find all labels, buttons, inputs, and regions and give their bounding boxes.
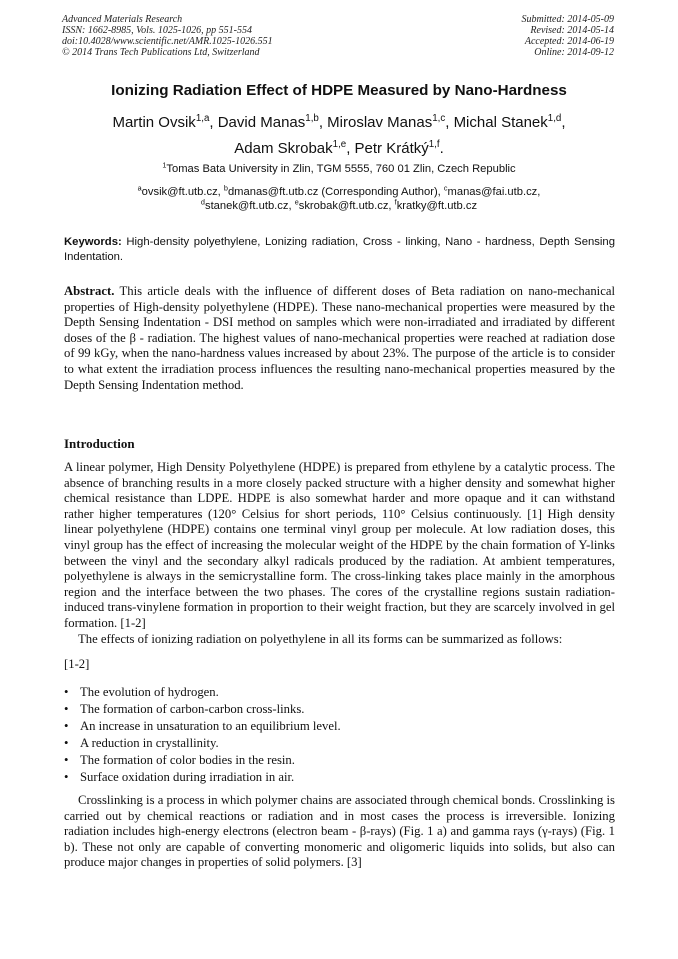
abstract-label: Abstract. (64, 284, 115, 298)
list-item: • The formation of carbon-carbon cross-links. (64, 702, 305, 716)
intro-paragraph-3: Crosslinking is a process in which polymer chains are associated through chemical bonds. Crosslinking is carried out by chemical reactions or radiation and in most cases the process is irreversible. Ionizing radiation includes high-energy electrons (electron beam - β-rays) (Fig. 1 a) and gamma rays (γ-rays) (Fig. 1 b). These not only are capable of converting monomeric and oligomeric liquids into solids, but also can produce major changes in properties of solid polymers. [3] (64, 793, 615, 870)
journal-copyright: © 2014 Trans Tech Publications Ltd, Switzerland (62, 47, 260, 58)
author-name: Miroslav Manas (327, 114, 433, 131)
effects-list (64, 684, 615, 786)
date-submitted: Submitted: 2014-05-09 (521, 14, 614, 25)
bullet-icon: • (64, 685, 69, 699)
bullet-icon: • (64, 702, 69, 716)
date-accepted: Accepted: 2014-06-19 (524, 36, 614, 47)
author-line-1: Martin Ovsik$^{1,a}$, David Manas$^{1,b}$, Miroslav Manas$^{1,c}$, Michal Stanek$^{1,d}$, (112, 113, 566, 131)
journal-issn: ISSN: 1662-8985, Vols. 1025-1026, pp 551-554 (62, 25, 252, 36)
paper-title: Ionizing Radiation Effect of HDPE Measured by Nano-Hardness (111, 82, 567, 99)
keywords (64, 235, 615, 264)
author-name: Martin Ovsik (112, 114, 196, 131)
author-name: David Manas (217, 114, 306, 131)
author-sup: 1,b (305, 113, 319, 124)
author-sup: 1,d (547, 113, 562, 124)
bullet-icon: • (64, 719, 69, 733)
affiliation: $^1$Tomas Bata University in Zlin, TGM 5555, 760 01 Zlin, Czech Republic (162, 160, 516, 175)
date-online: Online: 2014-09-12 (534, 47, 614, 58)
citation: [1-2] (64, 657, 90, 671)
email-link[interactable]: dmanas@ft.utb.cz (Corresponding Author), (227, 186, 444, 198)
intro-paragraph-1: A linear polymer, High Density Polyethylene (HDPE) is prepared from ethylene by a catalytic process. The absence of branching results in a more closely packed structure with a higher density and somewhat higher chemical resistance than LDPE. HDPE is also somewhat harder and more opaque and it can withstand rather higher temperatures (120° Celsius for short periods, 110° Celsius continuously. [1] High density linear polyethylene (HDPE) contains one terminal vinyl group per molecule. At low radiation doses, this vinyl group has the effect of increasing the molecular weight of the HDPE by the chain formation of Y-links between the vinyl and the secondary alkyl radicals produced by the radiation. At ambient temperatures, polyethylene is always in the semicrystalline form. The cross-linking takes place mainly in the amorphous region and the interface between the two phases. The cores of the crystalline regions sustain radiation-induced trans-vinylene formation in proportion to their weight fraction, but they are scarcely involved in gel formation. [1-2] (64, 460, 615, 630)
journal-header-left (62, 14, 273, 58)
author-name: Michal Stanek (453, 114, 548, 131)
bullet-icon: • (64, 753, 69, 767)
author-line-2: Adam Skrobak$^{1,e}$, Petr Krátký$^{1,f}$. (234, 139, 444, 157)
email-link[interactable]: manas@fai.utb.cz, (447, 186, 541, 198)
intro-paragraph-2: The effects of ionizing radiation on polyethylene in all its forms can be summarized as follows: (78, 631, 563, 646)
bullet-icon: • (64, 736, 69, 750)
bullet-icon: • (64, 770, 69, 784)
abstract (64, 284, 615, 393)
crosslinking-body (64, 793, 615, 871)
author-name: Petr Krátký (354, 140, 429, 157)
author-emails: $^a$ovsik@ft.utb.cz, $^b$dmanas@ft.utb.cz (Corresponding Author), $^c$manas@fai.utb.cz, $^d$stanek@ft.utb.cz, $^e$skrobak@ft.utb.cz, $^f$kratky@ft.utb.cz (137, 183, 541, 212)
list-item: • Surface oxidation during irradiation in air. (64, 770, 295, 784)
journal-header-right (522, 14, 615, 58)
list-item: • An increase in unsaturation to an equilibrium level. (64, 719, 341, 733)
journal-name: Advanced Materials Research (62, 14, 183, 25)
keywords-label: Keywords: (64, 236, 122, 248)
author-sup: 1,c (432, 113, 446, 124)
email-link[interactable]: stanek@ft.utb.cz, (204, 199, 295, 212)
email-link[interactable]: kratky@ft.utb.cz (396, 199, 478, 212)
author-sup: 1,e (332, 139, 347, 150)
email-link[interactable]: skrobak@ft.utb.cz, (298, 199, 395, 212)
list-item: • The formation of color bodies in the resin. (64, 753, 295, 767)
journal-doi: doi:10.4028/www.scientific.net/AMR.1025-1026.551 (62, 36, 273, 47)
email-link[interactable]: ovsik@ft.utb.cz, (141, 186, 224, 198)
keywords-text: High-density polyethylene, Lonizing radiation, Cross - linking, Nano - hardness, Depth Sensing Indentation. (64, 236, 615, 263)
list-item: • A reduction in crystallinity. (64, 736, 219, 750)
date-revised: Revised: 2014-05-14 (530, 25, 614, 36)
abstract-text: This article deals with the influence of different doses of Beta radiation on nano-mechanical properties of High-density polyethylene (HDPE). These nano-mechanical properties were measured by the Depth Sensing Indentation - DSI method on samples which were non-irradiated and irradiated by different doses of the β - radiation. The highest values of nano-mechanical properties were reached at radiation dose of 99 kGy, when the nano-hardness values increased by about 23%. The purpose of the article is to consider to what extent the irradiation process influences the resulting nano-mechanical properties measured by the Depth Sensing Indentation method. (64, 284, 615, 392)
author-name: Adam Skrobak (234, 140, 333, 157)
author-sup: 1,a (195, 113, 210, 124)
introduction-body (64, 460, 615, 647)
section-heading-introduction: Introduction (64, 436, 135, 451)
author-sup: 1,f (428, 139, 440, 150)
list-item: • The evolution of hydrogen. (64, 685, 219, 699)
